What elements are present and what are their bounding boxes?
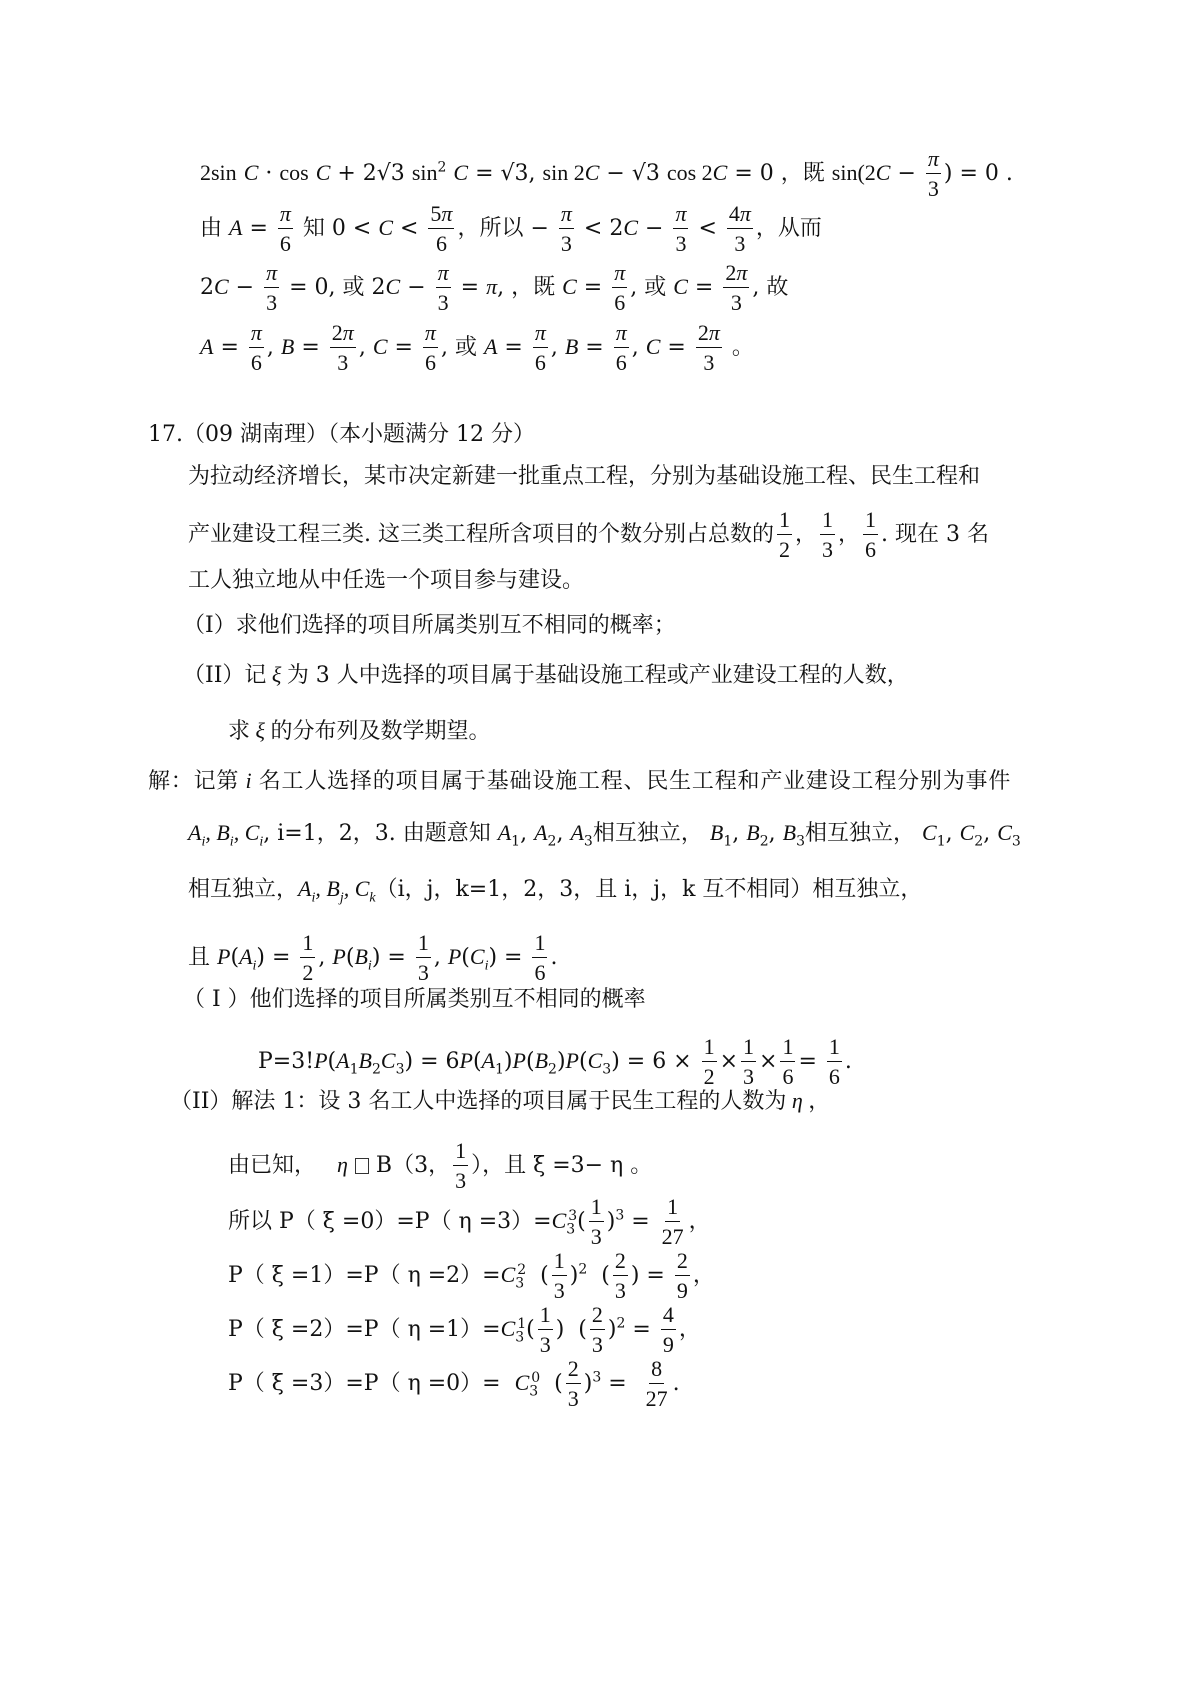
part2-title: （II）解法 1：设 3 名工人中选择的项目属于民生工程的人数为 η ， <box>170 1088 831 1114</box>
line3-prefix: 相互独立， <box>188 877 299 902</box>
p2-prefix: P（ ξ =2）=P（ η =1）= <box>228 1317 501 1342</box>
indep-text-1: 相互独立， <box>592 821 703 846</box>
problem-header: 17.（09 湖南理）（本小题满分 12 分） <box>148 422 535 447</box>
question-2b: 求 ξ 的分布列及数学期望。 <box>228 718 491 744</box>
solution-line-3: 相互独立，$A_i$, $B_j$, $C_k(i$，j，k=1，2，3，且 i，j，k 互不相同）相互独立， <box>188 876 923 906</box>
prob-xi-1: P（ ξ =1）=P（ $\eta =2)=C_3^2$ ( $\frac{1}{3}$ )$^2$ ( $\frac{2}{3}$ ) = $\frac{2}{9}$ ， <box>228 1248 715 1303</box>
q2-suffix: 为 3 人中选择的项目属于基础设施工程或产业建设工程的人数， <box>286 663 909 688</box>
solution-events: $A_i$, $B_i$, $C_i$, i=1，2，3. 由题意知 $A_1$, $A_2$, $A_3$相互独立， $B_1$, $B_2$, $B_3$相互独立， $C_1$, $C_2$, $C_3$ <box>188 820 1021 850</box>
prob-xi-2: P（ ξ =2）=P（ $\eta =1)=C_3^1$( $\frac{1}{3}$ ) ( $\frac{2}{3}$ )$^2$ = $\frac{4}{9}$ ， <box>228 1302 701 1357</box>
p3-prefix: P（ ξ =3）=P（ η =0）= <box>228 1371 501 1396</box>
stem-2-text: 产业建设工程三类. 这三类工程所含项目的个数分别占总数的 <box>188 522 774 547</box>
known-prefix: 由已知， <box>228 1153 317 1178</box>
prev-solution-line-1: 2sin C · cos C + 2√3 $\sin^2 C = √3$, sin 2C − √3 cos 2C = 0 ，既 sin(2C − $\frac{\pi}{3}$ ) = 0 . <box>200 146 1013 201</box>
q2b-prefix: 求 <box>228 719 251 744</box>
prob-xi-0: 所以 P（ ξ =0）=P（ $\eta =3)=C_3^3$( $\frac{1}{3}$ )$^3$ = $\frac{1}{27}$ ， <box>228 1194 711 1249</box>
prev-solution-line-3: 2C − $\frac{\pi}{3}$ = 0, 或 2C − $\frac{\pi}{3}$ = π, ，既 C = $\frac{\pi}{6}$ , 或 C = $\frac{2\pi}{3}$ , 故 <box>200 260 789 315</box>
known-mid: B（3， <box>375 1153 451 1178</box>
events-text: i=1，2，3. 由题意知 <box>277 821 491 846</box>
part2-known: 由已知， η B（3， $\frac{1}{3}$ ），且 ξ =3− η 。 <box>228 1138 653 1193</box>
prev-solution-line-2: 由 A = $\frac{\pi}{6}$ 知 0 < C < $\frac{5\pi}{6}$ ，所以 − $\frac{\pi}{3}$ < 2C − $\frac{\pi}{3}$ < $\frac{4\pi}{3}$ ，从而 <box>200 201 822 256</box>
solution-intro-prefix: 解：记第 <box>148 769 240 794</box>
question-2: （II）记 ξ 为 3 人中选择的项目属于基础设施工程或产业建设工程的人数， <box>183 662 909 688</box>
part1-title: （ I ）他们选择的项目所属类别互不相同的概率 <box>183 987 646 1012</box>
known-suffix: ），且 ξ =3− η 。 <box>471 1153 653 1178</box>
prev-solution-line-4: A = $\frac{\pi}{6}$ , B = $\frac{2\pi}{3}$ , C = $\frac{\pi}{6}$ , 或 A = $\frac{\pi}{6}$ , B = $\frac{\pi}{6}$ , C = $\frac{2\pi}{3}$ 。 <box>200 320 754 375</box>
q2-prefix: （II）记 <box>183 663 267 688</box>
p1-prefix: P（ ξ =1）=P（ η =2）= <box>228 1263 501 1288</box>
problem-stem-3: 工人独立地从中任选一个项目参与建设。 <box>188 568 585 593</box>
p0-prefix: 所以 P（ ξ =0）=P（ η =3）= <box>228 1209 552 1234</box>
solution-intro: 解：记第 i 名工人选择的项目属于基础设施工程、民生工程和产业建设工程分别为事件 <box>148 768 1012 794</box>
stem-2-tail: . 现在 3 名 <box>881 522 990 547</box>
problem-stem-1: 为拉动经济增长，某市决定新建一批重点工程，分别为基础设施工程、民生工程和 <box>188 464 981 489</box>
question-1: （I）求他们选择的项目所属类别互不相同的概率； <box>183 613 676 638</box>
solution-line-4: 且 $P(A_i)$ = $\frac{1}{2}$ , $P(B_i)$ = $\frac{1}{3}$ , $P(C_i)$ = $\frac{1}{6}$ . <box>188 930 558 985</box>
p-label: P= <box>258 1049 292 1074</box>
q2b-suffix: 的分布列及数学期望。 <box>270 719 491 744</box>
problem-stem-2: 产业建设工程三类. 这三类工程所含项目的个数分别占总数的 $\frac{1}{2}$ ， $\frac{1}{3}$ ， $\frac{1}{6}$ . 现在 3 名 <box>188 507 990 562</box>
part1-formula: $P=3!P(A_1B_2C_3) = 6P(A_1)P(B_2)P(C_3) = 6$ × $\frac{1}{2}$ × $\frac{1}{3}$ × $\frac{1}{6}$ = $\frac{1}{6}$ . <box>258 1034 852 1089</box>
line3-suffix: （i，j，k=1，2，3，且 i，j，k 互不相同）相互独立， <box>375 877 923 902</box>
line4-prefix: 且 <box>188 945 211 970</box>
solution-intro-suffix: 名工人选择的项目属于基础设施工程、民生工程和产业建设工程分别为事件 <box>258 769 1012 794</box>
part2-title-prefix: （II）解法 1：设 3 名工人中选择的项目属于民生工程的人数为 <box>170 1089 787 1114</box>
distribution-symbol <box>355 1158 369 1174</box>
indep-text-2: 相互独立， <box>804 821 915 846</box>
prob-xi-3: P（ ξ =3）=P（ $\eta =0)= C_3^0$ ( $\frac{2}{3}$ )$^3$ = $\frac{8}{27}$ . <box>228 1356 680 1411</box>
